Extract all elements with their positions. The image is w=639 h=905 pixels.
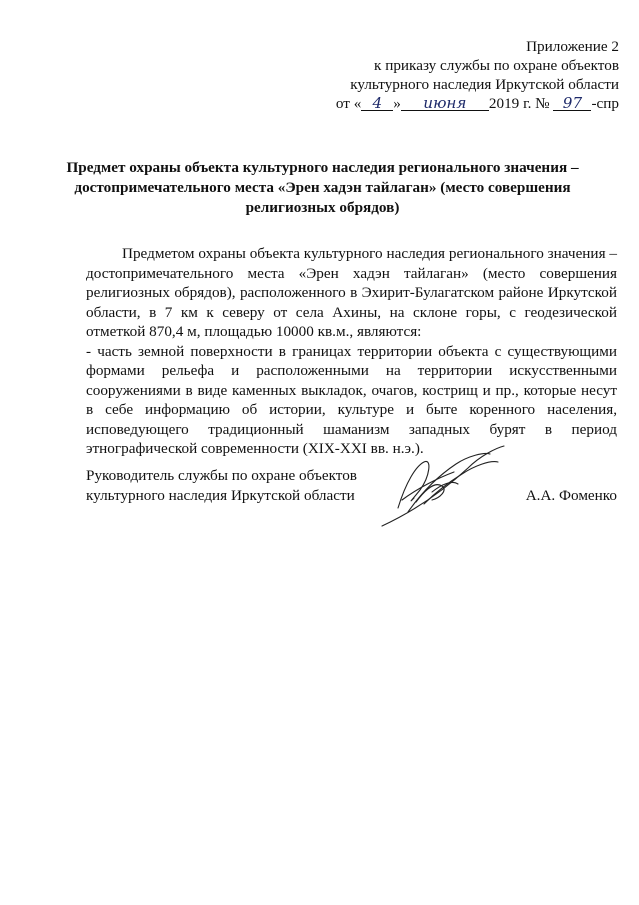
- order-suffix: -спр: [591, 95, 619, 112]
- signatory-position-line-2: культурного наследия Иркутской области: [86, 487, 355, 504]
- body-paragraph-intro: Предметом охраны объекта культурного наследия регионального значения – достопримечательного места «Эрен хадэн тайлаган» (место совершения религиозных обрядов), расположенного в Эхирит-Булагатском районе Иркутской области, в 7 км к северу от села Ахины, на склоне горы, с геодезической отметкой 870,4 м, площадью 10000 кв.м., являются:: [86, 245, 617, 340]
- order-authority: культурного наследия Иркутской области: [350, 76, 619, 93]
- handwritten-day: 4: [361, 96, 393, 111]
- appendix-number: Приложение 2: [526, 38, 619, 55]
- quote-close: »: [393, 95, 401, 112]
- document-title: Предмет охраны объекта культурного наследия регионального значения – достопримечательного места «Эрен хадэн тайлаган» (место совершения религиозных обрядов): [66, 159, 579, 216]
- date-prefix: от «: [335, 95, 362, 112]
- handwritten-order-number: 97: [553, 96, 591, 111]
- body-paragraph-item: - часть земной поверхности в границах территории объекта с существующими формами рельефа и расположенными на территории искусственными сооружениями в виде каменных выкладок, очагов, кострищ и пр., которые несут в себе информацию об истории, культуре и быте коренного населения, исповедующего традиционный шаманизм западных бурят в период этнографической современности (XIX-XXI вв. н.э.).: [86, 342, 617, 457]
- order-date-line: [259, 94, 619, 113]
- signatory-position-line-1: Руководитель службы по охране объектов: [86, 467, 357, 484]
- order-reference: к приказу службы по охране объектов: [374, 57, 619, 74]
- signatory-name: А.А. Фоменко: [525, 487, 617, 504]
- year-text: 2019 г. №: [488, 95, 550, 112]
- handwritten-signature: [372, 442, 512, 530]
- document-body: [86, 244, 617, 459]
- appendix-header: [259, 37, 619, 113]
- handwritten-month: июня: [401, 96, 489, 111]
- signatory-position: [86, 466, 376, 506]
